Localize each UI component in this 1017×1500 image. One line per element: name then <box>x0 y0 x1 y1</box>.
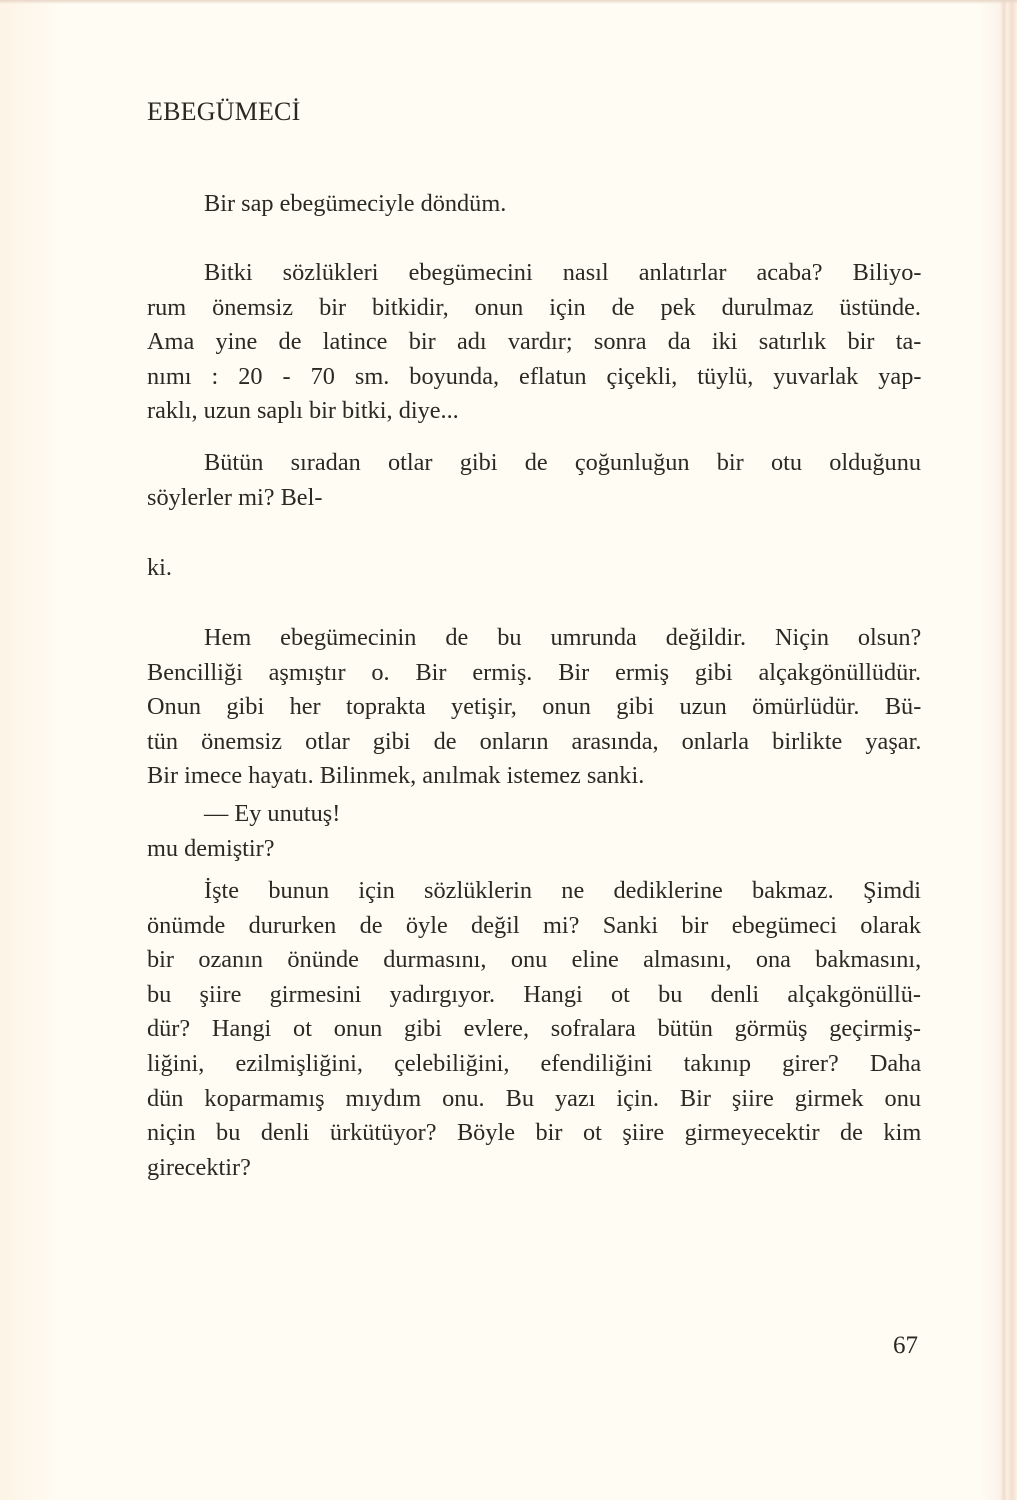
text-line: Bencilliği aşmıştır o. Bir ermiş. Bir ermiş gibi alçakgönüllüdür. <box>147 658 922 686</box>
text-line: bir ozanın önünde durmasını, onu eline almasını, ona bakmasını, <box>147 946 922 974</box>
text-line: Hem ebegümecinin de bu umrunda değildir. Niçin olsun? <box>204 624 922 651</box>
text-line: rum önemsiz bir bitkidir, onun için de pek durulmaz üstünde. <box>147 293 921 321</box>
text-line: Onun gibi her toprakta yetişir, onun gibi uzun ömürlüdür. Bü- <box>147 693 922 721</box>
text-line: önümde dururken de öyle değil mi? Sanki bir ebegümeci olarak <box>147 911 921 939</box>
text-line: Bir sap ebegümeciyle döndüm. <box>204 190 507 217</box>
paragraph-4 <box>147 551 921 586</box>
paragraph-5 <box>147 621 921 794</box>
text-line: raklı, uzun saplı bir bitki, diye... <box>147 397 459 425</box>
text-line: bu şiire girmesini yadırgıyor. Hangi ot bu denli alçakgönüllü- <box>147 980 921 1008</box>
text-line: nımı : 20 - 70 sm. boyunda, eflatun çiçekli, tüylü, yuvarlak yap- <box>147 362 922 390</box>
paragraph-2 <box>147 256 921 429</box>
text-line: ki. <box>147 554 172 581</box>
text-line: Ama yine de latince bir adı vardır; sonra da iki satırlık bir ta- <box>147 328 922 356</box>
text-line: girecektir? <box>147 1153 251 1181</box>
text-line: söylerler mi? Bel- <box>147 483 323 511</box>
text-line: Bitki sözlükleri ebegümecini nasıl anlatırlar acaba? Biliyo- <box>204 259 922 286</box>
page-number: 67 <box>893 1332 918 1359</box>
text-line: niçin bu denli ürkütüyor? Böyle bir ot şiire girmeyecektir de kim <box>147 1119 922 1147</box>
text-line: Bütün sıradan otlar gibi de çoğunluğun bir otu olduğunu <box>204 449 921 476</box>
text-line: İşte bunun için sözlüklerin ne dediklerine bakmaz. Şimdi <box>204 877 921 904</box>
text-line: dün koparmamış mıydım onu. Bu yazı için. Bir şiire girmek onu <box>147 1084 921 1112</box>
text-line: tün önemsiz otlar gibi de onların arasında, onlarla birlikte yaşar. <box>147 727 922 755</box>
page-top-edge <box>0 0 1017 4</box>
paragraph-7 <box>147 874 921 1185</box>
dialogue-line: — Ey unutuş! <box>204 800 341 827</box>
paragraph-6 <box>147 797 921 866</box>
paragraph-1 <box>147 187 921 222</box>
text-line: dür? Hangi ot onun gibi evlere, sofralara bütün görmüş geçirmiş- <box>147 1015 921 1043</box>
text-line: Bir imece hayatı. Bilinmek, anılmak istemez sanki. <box>147 762 645 790</box>
paragraph-3 <box>147 446 921 515</box>
text-line: liğini, ezilmişliğini, çelebiliğini, efendiliğini takınıp girer? Daha <box>147 1049 922 1077</box>
text-line: mu demiştir? <box>147 834 275 862</box>
chapter-title: EBEGÜMECİ <box>147 97 301 126</box>
